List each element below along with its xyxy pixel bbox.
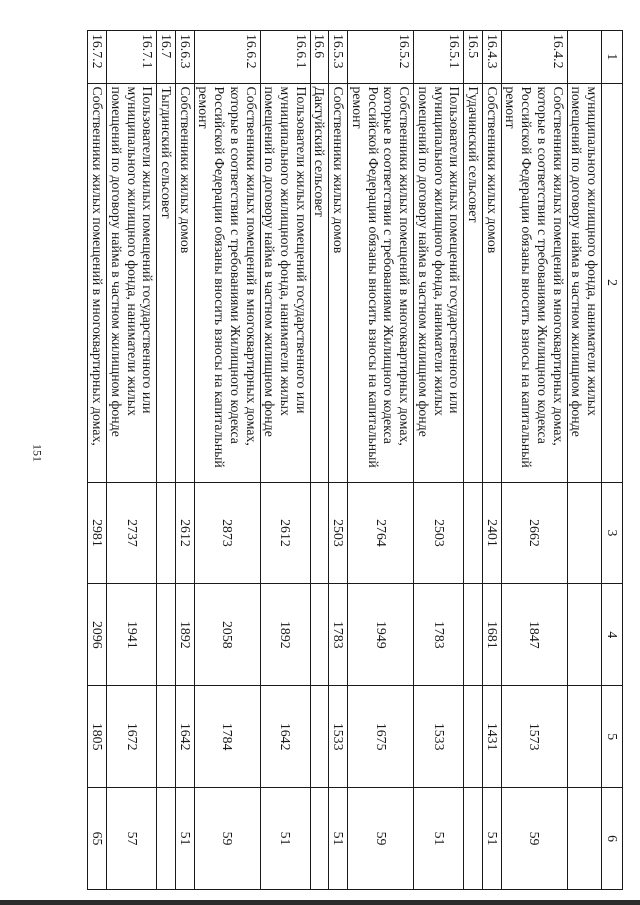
tariff-table xyxy=(87,30,623,890)
table-cell-code: 16.5 xyxy=(464,31,483,84)
table-cell-c3: 2662 xyxy=(501,482,567,584)
table-cell-text: муниципального жилищного фонда, наниматели жилых помещений по договору найма в частном жилищном фонде xyxy=(567,83,601,482)
table-cell-c3 xyxy=(464,482,483,584)
table-cell-c3: 2981 xyxy=(88,482,107,584)
table-cell-c4 xyxy=(567,584,601,686)
table-cell-c5: 1431 xyxy=(482,686,501,788)
table-cell-text: Гудачинский сельсовет xyxy=(464,83,483,482)
table-cell-c5: 1573 xyxy=(501,686,567,788)
header-cell: 6 xyxy=(602,788,623,890)
table-cell-c5: 1675 xyxy=(348,686,414,788)
table-cell-c3: 2401 xyxy=(482,482,501,584)
table-cell-text: Дактуйский сельсовет xyxy=(310,83,329,482)
table-cell-c4: 2058 xyxy=(194,584,260,686)
scan-edge xyxy=(0,900,640,905)
table-cell-c6: 57 xyxy=(107,788,157,890)
table-cell-c5: 1672 xyxy=(107,686,157,788)
table-cell-text: Собственники жилых помещений в многоквартирных домах, которые в соответствии с требованиями Жилищного кодекса Российской Федерации обязаны вносить взносы на капитальный ремонт xyxy=(348,83,414,482)
table-cell-c3: 2612 xyxy=(260,482,310,584)
table-cell-c6 xyxy=(310,788,329,890)
rotated-page xyxy=(75,30,623,890)
table-row xyxy=(88,31,107,890)
table-cell-text: Собственники жилых помещений в многоквартирных домах, которые в соответствии с требованиями Жилищного кодекса Российской Федерации обязаны вносить взносы на капитальный ремонт xyxy=(194,83,260,482)
table-cell-c4: 1783 xyxy=(414,584,464,686)
table-cell-code: 16.4.2 xyxy=(501,31,567,84)
table-cell-text: Пользователи жилых помещений государственного или муниципального жилищного фонда, наниматели жилых помещений по договору найма в частном жилищном фонде xyxy=(414,83,464,482)
table-cell-c5 xyxy=(157,686,176,788)
table-cell-text: Тыгдинский сельсовет xyxy=(157,83,176,482)
header-cell: 2 xyxy=(602,83,623,482)
table-cell-c5 xyxy=(310,686,329,788)
table-cell-c5: 1805 xyxy=(88,686,107,788)
table-cell-c4: 1941 xyxy=(107,584,157,686)
table-cell-c3: 2764 xyxy=(348,482,414,584)
table-cell-c3 xyxy=(310,482,329,584)
table-cell-code: 16.5.3 xyxy=(329,31,348,84)
table-cell-c3: 2503 xyxy=(329,482,348,584)
table-cell-c6: 65 xyxy=(88,788,107,890)
table-cell-c6: 51 xyxy=(329,788,348,890)
table-cell-c6: 59 xyxy=(348,788,414,890)
table-cell-text: Собственники жилых домов xyxy=(329,83,348,482)
table-cell-code: 16.4.3 xyxy=(482,31,501,84)
table-cell-c4 xyxy=(464,584,483,686)
table-cell-c5: 1784 xyxy=(194,686,260,788)
table-cell-c3 xyxy=(157,482,176,584)
table-cell-c4 xyxy=(157,584,176,686)
table-cell-c6 xyxy=(464,788,483,890)
table-row xyxy=(176,31,195,890)
table-cell-code: 16.5.1 xyxy=(414,31,464,84)
table-cell-c6: 51 xyxy=(482,788,501,890)
table-cell-c4: 1892 xyxy=(176,584,195,686)
table-cell-code: 16.6.3 xyxy=(176,31,195,84)
table-cell-c4: 1892 xyxy=(260,584,310,686)
table-cell-c6: 59 xyxy=(501,788,567,890)
header-cell: 4 xyxy=(602,584,623,686)
table-cell-code: 16.6.2 xyxy=(194,31,260,84)
table-cell-text: Собственники жилых домов xyxy=(176,83,195,482)
table-cell-c4: 2096 xyxy=(88,584,107,686)
rotated-table-frame xyxy=(75,30,623,890)
table-cell-c5: 1642 xyxy=(260,686,310,788)
table-cell-code xyxy=(567,31,601,84)
table-cell-c5 xyxy=(567,686,601,788)
table-row xyxy=(464,31,483,890)
table-cell-text: Собственники жилых домов xyxy=(482,83,501,482)
table-cell-c6 xyxy=(157,788,176,890)
table-cell-code: 16.7.2 xyxy=(88,31,107,84)
table-row xyxy=(329,31,348,890)
table-row xyxy=(194,31,260,890)
table-cell-c5: 1533 xyxy=(329,686,348,788)
table-cell-c3: 2873 xyxy=(194,482,260,584)
table-cell-c4: 1847 xyxy=(501,584,567,686)
page-number: 151 xyxy=(30,444,45,462)
table-header-row xyxy=(602,31,623,890)
table-cell-code: 16.7.1 xyxy=(107,31,157,84)
table-cell-c6: 51 xyxy=(414,788,464,890)
table-row xyxy=(348,31,414,890)
table-cell-c4 xyxy=(310,584,329,686)
table-cell-c6 xyxy=(567,788,601,890)
table-cell-code: 16.6 xyxy=(310,31,329,84)
table-cell-code: 16.5.2 xyxy=(348,31,414,84)
table-row xyxy=(260,31,310,890)
header-cell: 5 xyxy=(602,686,623,788)
table-row xyxy=(157,31,176,890)
table-row xyxy=(482,31,501,890)
table-cell-c3: 2737 xyxy=(107,482,157,584)
table-cell-text: Пользователи жилых помещений государственного или муниципального жилищного фонда, наниматели жилых помещений по договору найма в частном жилищном фонде xyxy=(260,83,310,482)
table-cell-c4: 1949 xyxy=(348,584,414,686)
table-cell-text: Собственники жилых помещений в многоквартирных домах, xyxy=(88,83,107,482)
table-cell-c4: 1783 xyxy=(329,584,348,686)
header-cell: 1 xyxy=(602,31,623,84)
table-cell-text: Собственники жилых помещений в многоквартирных домах, которые в соответствии с требованиями Жилищного кодекса Российской Федерации обязаны вносить взносы на капитальный ремонт xyxy=(501,83,567,482)
table-row xyxy=(107,31,157,890)
table-cell-text: Пользователи жилых помещений государственного или муниципального жилищного фонда, наниматели жилых помещений по договору найма в частном жилищном фонде xyxy=(107,83,157,482)
table-cell-c5: 1642 xyxy=(176,686,195,788)
header-cell: 3 xyxy=(602,482,623,584)
table-cell-c4: 1681 xyxy=(482,584,501,686)
table-cell-c6: 51 xyxy=(176,788,195,890)
table-cell-c6: 59 xyxy=(194,788,260,890)
table-cell-code: 16.7 xyxy=(157,31,176,84)
table-cell-code: 16.6.1 xyxy=(260,31,310,84)
table-cell-c3: 2503 xyxy=(414,482,464,584)
table-row xyxy=(501,31,567,890)
table-cell-c3: 2612 xyxy=(176,482,195,584)
table-cell-c5: 1533 xyxy=(414,686,464,788)
table-cell-c5 xyxy=(464,686,483,788)
table-row xyxy=(567,31,601,890)
table-cell-c3 xyxy=(567,482,601,584)
table-row xyxy=(310,31,329,890)
table-cell-c6: 51 xyxy=(260,788,310,890)
table-row xyxy=(414,31,464,890)
